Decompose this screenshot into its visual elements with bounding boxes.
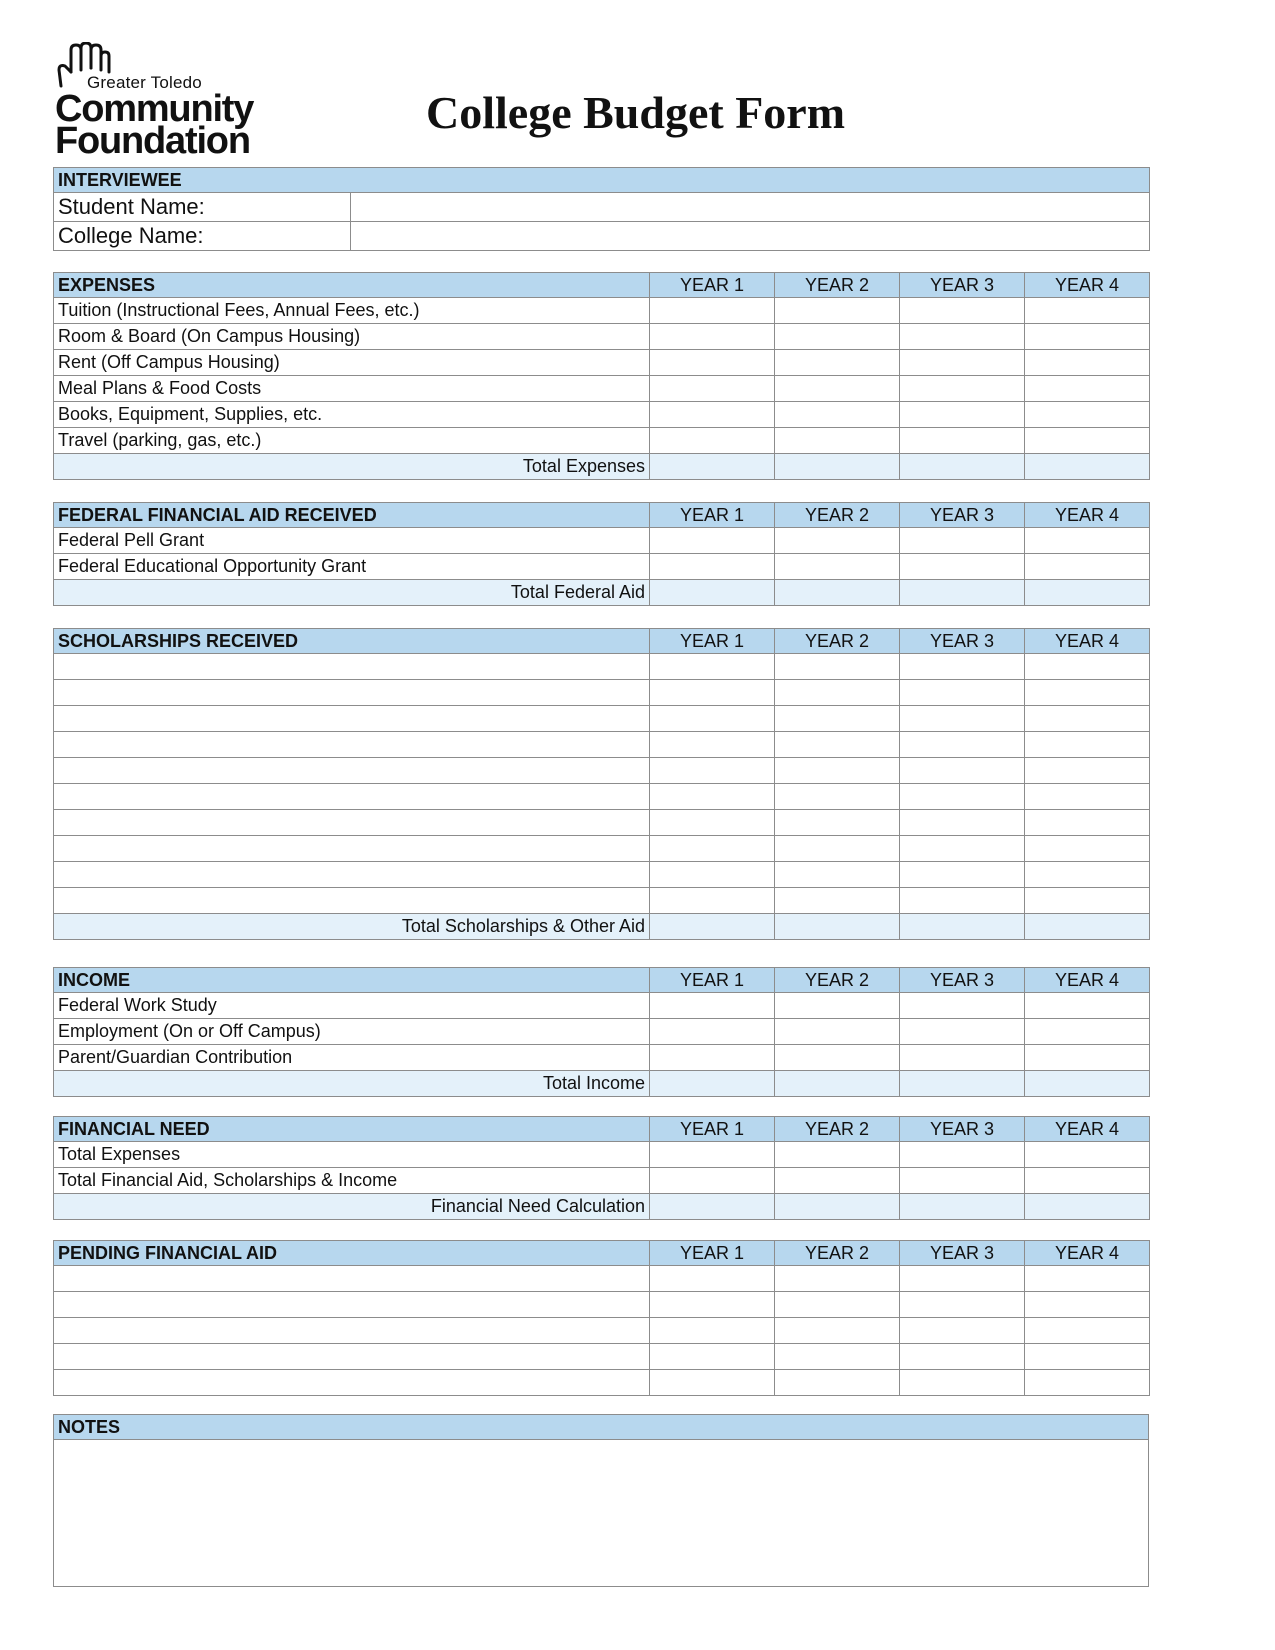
pending-aid-name-field[interactable] — [54, 1370, 650, 1396]
year-3-field[interactable] — [900, 1292, 1025, 1318]
year-2-field[interactable] — [775, 528, 900, 554]
year-1-field[interactable] — [650, 784, 775, 810]
year-1-header: YEAR 1 — [650, 968, 775, 993]
scholarship-name-field[interactable] — [54, 810, 650, 836]
scholarship-name-field[interactable] — [54, 758, 650, 784]
scholarship-name-field[interactable] — [54, 862, 650, 888]
year-4-total[interactable] — [1025, 1071, 1150, 1097]
year-4-field[interactable] — [1025, 1045, 1150, 1071]
college-name-field[interactable] — [351, 222, 1150, 251]
year-1-field[interactable] — [650, 402, 775, 428]
year-4-field[interactable] — [1025, 1292, 1150, 1318]
scholarship-name-field[interactable] — [54, 706, 650, 732]
year-4-field[interactable] — [1025, 706, 1150, 732]
year-1-field[interactable] — [650, 1019, 775, 1045]
year-1-total[interactable] — [650, 454, 775, 480]
year-3-total[interactable] — [900, 454, 1025, 480]
year-3-field[interactable] — [900, 1318, 1025, 1344]
year-1-total[interactable] — [650, 1071, 775, 1097]
expense-row-label: Travel (parking, gas, etc.) — [54, 428, 650, 454]
year-2-header: YEAR 2 — [775, 968, 900, 993]
year-4-total[interactable] — [1025, 454, 1150, 480]
year-3-field[interactable] — [900, 680, 1025, 706]
year-2-header: YEAR 2 — [775, 273, 900, 298]
total-expenses-label: Total Expenses — [54, 454, 650, 480]
year-2-field[interactable] — [775, 654, 900, 680]
year-4-field[interactable] — [1025, 376, 1150, 402]
scholarship-name-field[interactable] — [54, 836, 650, 862]
year-3-field[interactable] — [900, 428, 1025, 454]
student-name-label: Student Name: — [54, 193, 351, 222]
year-1-header: YEAR 1 — [650, 1117, 775, 1142]
year-3-header: YEAR 3 — [900, 968, 1025, 993]
need-row-label: Total Financial Aid, Scholarships & Income — [54, 1168, 650, 1194]
notes-field[interactable] — [54, 1440, 1149, 1587]
year-3-field[interactable] — [900, 298, 1025, 324]
year-1-field[interactable] — [650, 350, 775, 376]
income-section — [53, 967, 1149, 1097]
year-4-field[interactable] — [1025, 1344, 1150, 1370]
scholarships-section — [53, 628, 1149, 940]
year-3-field[interactable] — [900, 836, 1025, 862]
year-3-header: YEAR 3 — [900, 503, 1025, 528]
financial-need-header: FINANCIAL NEED — [54, 1117, 650, 1142]
year-4-field[interactable] — [1025, 1370, 1150, 1396]
table-row — [54, 810, 1150, 836]
table-row — [54, 888, 1150, 914]
year-1-field[interactable] — [650, 428, 775, 454]
interviewee-header: INTERVIEWEE — [54, 168, 1150, 193]
year-1-header: YEAR 1 — [650, 503, 775, 528]
table-row — [54, 680, 1150, 706]
year-3-field[interactable] — [900, 402, 1025, 428]
table-row — [54, 732, 1150, 758]
year-3-header: YEAR 3 — [900, 1117, 1025, 1142]
year-3-field[interactable] — [900, 1168, 1025, 1194]
year-3-field[interactable] — [900, 654, 1025, 680]
pending-aid-name-field[interactable] — [54, 1344, 650, 1370]
year-2-field[interactable] — [775, 376, 900, 402]
table-row — [54, 654, 1150, 680]
year-4-field[interactable] — [1025, 654, 1150, 680]
table-row — [54, 836, 1150, 862]
year-1-header: YEAR 1 — [650, 629, 775, 654]
year-3-field[interactable] — [900, 706, 1025, 732]
year-2-total[interactable] — [775, 1071, 900, 1097]
year-2-field[interactable] — [775, 1370, 900, 1396]
year-1-total[interactable] — [650, 580, 775, 606]
year-1-field[interactable] — [650, 1168, 775, 1194]
page-title: College Budget Form — [426, 87, 846, 138]
year-2-field[interactable] — [775, 888, 900, 914]
year-3-field[interactable] — [900, 732, 1025, 758]
year-1-field[interactable] — [650, 836, 775, 862]
year-3-field[interactable] — [900, 376, 1025, 402]
year-3-field[interactable] — [900, 1370, 1025, 1396]
pending-aid-name-field[interactable] — [54, 1318, 650, 1344]
financial-need-section — [53, 1116, 1149, 1220]
expense-row-label: Tuition (Instructional Fees, Annual Fees, etc.) — [54, 298, 650, 324]
year-3-field[interactable] — [900, 554, 1025, 580]
year-1-header: YEAR 1 — [650, 1241, 775, 1266]
year-2-field[interactable] — [775, 1142, 900, 1168]
year-3-header: YEAR 3 — [900, 1241, 1025, 1266]
year-1-field[interactable] — [650, 324, 775, 350]
year-2-total[interactable] — [775, 454, 900, 480]
year-3-field[interactable] — [900, 888, 1025, 914]
pending-aid-header: PENDING FINANCIAL AID — [54, 1241, 650, 1266]
logo-line-1: Greater Toledo — [87, 73, 202, 92]
table-row — [54, 706, 1150, 732]
year-1-field[interactable] — [650, 862, 775, 888]
year-1-field[interactable] — [650, 1292, 775, 1318]
expense-row-label: Room & Board (On Campus Housing) — [54, 324, 650, 350]
year-3-field[interactable] — [900, 862, 1025, 888]
income-header: INCOME — [54, 968, 650, 993]
notes-section — [53, 1414, 1149, 1587]
year-4-field[interactable] — [1025, 1019, 1150, 1045]
year-2-field[interactable] — [775, 1168, 900, 1194]
pending-aid-name-field[interactable] — [54, 1292, 650, 1318]
expenses-header: EXPENSES — [54, 273, 650, 298]
year-4-field[interactable] — [1025, 428, 1150, 454]
federal-aid-section — [53, 502, 1149, 606]
logo — [55, 40, 295, 162]
year-1-field[interactable] — [650, 554, 775, 580]
year-1-field[interactable] — [650, 1318, 775, 1344]
year-4-header: YEAR 4 — [1025, 1117, 1150, 1142]
year-2-field[interactable] — [775, 1344, 900, 1370]
year-2-field[interactable] — [775, 732, 900, 758]
year-2-field[interactable] — [775, 1318, 900, 1344]
year-4-field[interactable] — [1025, 862, 1150, 888]
income-row-label: Parent/Guardian Contribution — [54, 1045, 650, 1071]
year-1-field[interactable] — [650, 758, 775, 784]
logo-line-3: Foundation — [55, 120, 250, 162]
pending-aid-name-field[interactable] — [54, 1266, 650, 1292]
year-1-field[interactable] — [650, 888, 775, 914]
year-2-total[interactable] — [775, 1194, 900, 1220]
year-4-field[interactable] — [1025, 758, 1150, 784]
year-4-field[interactable] — [1025, 993, 1150, 1019]
total-scholarships-label: Total Scholarships & Other Aid — [54, 914, 650, 940]
pending-aid-section — [53, 1240, 1149, 1396]
year-4-field[interactable] — [1025, 836, 1150, 862]
year-2-field[interactable] — [775, 1292, 900, 1318]
table-row — [54, 1344, 1150, 1370]
year-4-field[interactable] — [1025, 1142, 1150, 1168]
year-2-field[interactable] — [775, 350, 900, 376]
year-4-field[interactable] — [1025, 1318, 1150, 1344]
year-1-header: YEAR 1 — [650, 273, 775, 298]
year-3-field[interactable] — [900, 1142, 1025, 1168]
year-1-total[interactable] — [650, 914, 775, 940]
year-4-field[interactable] — [1025, 888, 1150, 914]
year-4-field[interactable] — [1025, 324, 1150, 350]
year-4-total[interactable] — [1025, 1194, 1150, 1220]
year-1-field[interactable] — [650, 706, 775, 732]
scholarship-name-field[interactable] — [54, 888, 650, 914]
year-2-total[interactable] — [775, 580, 900, 606]
year-3-field[interactable] — [900, 1045, 1025, 1071]
need-row-label: Total Expenses — [54, 1142, 650, 1168]
year-3-header: YEAR 3 — [900, 629, 1025, 654]
year-4-header: YEAR 4 — [1025, 503, 1150, 528]
table-row — [54, 758, 1150, 784]
year-3-field[interactable] — [900, 350, 1025, 376]
year-2-field[interactable] — [775, 324, 900, 350]
income-row-label: Employment (On or Off Campus) — [54, 1019, 650, 1045]
year-1-field[interactable] — [650, 1045, 775, 1071]
year-2-header: YEAR 2 — [775, 1117, 900, 1142]
federal-aid-header: FEDERAL FINANCIAL AID RECEIVED — [54, 503, 650, 528]
table-row — [54, 862, 1150, 888]
year-4-header: YEAR 4 — [1025, 629, 1150, 654]
year-2-header: YEAR 2 — [775, 1241, 900, 1266]
scholarships-header: SCHOLARSHIPS RECEIVED — [54, 629, 650, 654]
scholarship-name-field[interactable] — [54, 680, 650, 706]
year-2-field[interactable] — [775, 1045, 900, 1071]
year-3-field[interactable] — [900, 1019, 1025, 1045]
year-3-total[interactable] — [900, 914, 1025, 940]
year-2-field[interactable] — [775, 402, 900, 428]
year-2-field[interactable] — [775, 706, 900, 732]
year-1-field[interactable] — [650, 732, 775, 758]
college-name-label: College Name: — [54, 222, 351, 251]
logo-line-2: Community — [55, 88, 254, 130]
year-4-field[interactable] — [1025, 1266, 1150, 1292]
year-3-total[interactable] — [900, 1071, 1025, 1097]
year-1-field[interactable] — [650, 528, 775, 554]
federal-row-label: Federal Pell Grant — [54, 528, 650, 554]
year-2-field[interactable] — [775, 836, 900, 862]
table-row — [54, 1266, 1150, 1292]
year-1-total[interactable] — [650, 1194, 775, 1220]
year-4-field[interactable] — [1025, 1168, 1150, 1194]
year-2-field[interactable] — [775, 993, 900, 1019]
interviewee-section — [53, 167, 1149, 251]
year-2-field[interactable] — [775, 1019, 900, 1045]
year-1-field[interactable] — [650, 376, 775, 402]
year-4-header: YEAR 4 — [1025, 1241, 1150, 1266]
year-1-field[interactable] — [650, 810, 775, 836]
year-1-field[interactable] — [650, 1370, 775, 1396]
year-3-field[interactable] — [900, 758, 1025, 784]
year-3-field[interactable] — [900, 528, 1025, 554]
year-3-total[interactable] — [900, 580, 1025, 606]
year-4-field[interactable] — [1025, 350, 1150, 376]
total-income-label: Total Income — [54, 1071, 650, 1097]
year-2-field[interactable] — [775, 862, 900, 888]
year-3-header: YEAR 3 — [900, 273, 1025, 298]
year-2-field[interactable] — [775, 1266, 900, 1292]
year-1-field[interactable] — [650, 993, 775, 1019]
expense-row-label: Rent (Off Campus Housing) — [54, 350, 650, 376]
year-2-field[interactable] — [775, 680, 900, 706]
year-4-field[interactable] — [1025, 810, 1150, 836]
table-row — [54, 1370, 1150, 1396]
year-1-field[interactable] — [650, 1266, 775, 1292]
year-3-field[interactable] — [900, 784, 1025, 810]
year-4-field[interactable] — [1025, 732, 1150, 758]
year-4-total[interactable] — [1025, 914, 1150, 940]
year-4-header: YEAR 4 — [1025, 273, 1150, 298]
notes-header: NOTES — [54, 1415, 1149, 1440]
total-federal-aid-label: Total Federal Aid — [54, 580, 650, 606]
year-4-field[interactable] — [1025, 784, 1150, 810]
year-4-field[interactable] — [1025, 402, 1150, 428]
student-name-field[interactable] — [351, 193, 1150, 222]
year-4-field[interactable] — [1025, 554, 1150, 580]
expense-row-label: Books, Equipment, Supplies, etc. — [54, 402, 650, 428]
federal-row-label: Federal Educational Opportunity Grant — [54, 554, 650, 580]
year-4-field[interactable] — [1025, 298, 1150, 324]
year-1-field[interactable] — [650, 1344, 775, 1370]
year-2-field[interactable] — [775, 298, 900, 324]
year-3-field[interactable] — [900, 1266, 1025, 1292]
year-4-field[interactable] — [1025, 680, 1150, 706]
expense-row-label: Meal Plans & Food Costs — [54, 376, 650, 402]
scholarship-name-field[interactable] — [54, 732, 650, 758]
year-2-field[interactable] — [775, 554, 900, 580]
expenses-section — [53, 272, 1149, 480]
table-row — [54, 1318, 1150, 1344]
year-3-field[interactable] — [900, 810, 1025, 836]
income-row-label: Federal Work Study — [54, 993, 650, 1019]
table-row — [54, 784, 1150, 810]
year-2-field[interactable] — [775, 758, 900, 784]
year-2-field[interactable] — [775, 428, 900, 454]
year-2-header: YEAR 2 — [775, 503, 900, 528]
year-3-field[interactable] — [900, 324, 1025, 350]
financial-need-calculation-label: Financial Need Calculation — [54, 1194, 650, 1220]
table-row — [54, 1292, 1150, 1318]
year-2-total[interactable] — [775, 914, 900, 940]
year-3-field[interactable] — [900, 993, 1025, 1019]
year-3-field[interactable] — [900, 1344, 1025, 1370]
scholarship-name-field[interactable] — [54, 654, 650, 680]
year-4-header: YEAR 4 — [1025, 968, 1150, 993]
year-1-field[interactable] — [650, 298, 775, 324]
year-4-field[interactable] — [1025, 528, 1150, 554]
year-2-field[interactable] — [775, 810, 900, 836]
year-1-field[interactable] — [650, 654, 775, 680]
year-3-total[interactable] — [900, 1194, 1025, 1220]
year-2-header: YEAR 2 — [775, 629, 900, 654]
year-1-field[interactable] — [650, 1142, 775, 1168]
year-4-total[interactable] — [1025, 580, 1150, 606]
year-1-field[interactable] — [650, 680, 775, 706]
scholarship-name-field[interactable] — [54, 784, 650, 810]
year-2-field[interactable] — [775, 784, 900, 810]
